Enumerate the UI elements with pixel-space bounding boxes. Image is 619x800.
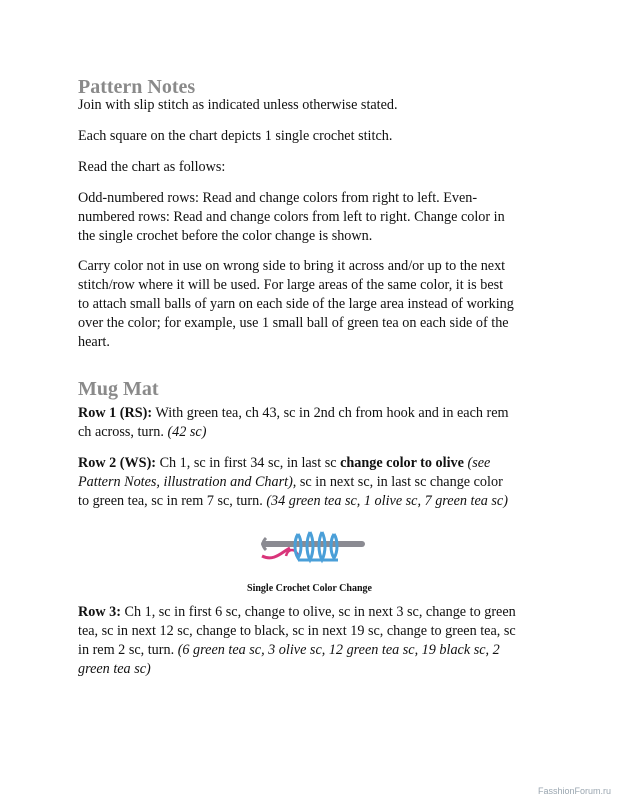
stitch-count: green tea sc): [78, 661, 151, 677]
italic-note: Pattern Notes, illustration and Chart),: [78, 474, 297, 490]
row-label: Row 3:: [78, 604, 121, 620]
illustration-caption: Single Crochet Color Change: [247, 583, 372, 594]
text-span: With green tea, ch 43, sc in 2nd ch from hook and in each rem: [152, 405, 509, 421]
row-label: Row 1 (RS):: [78, 405, 153, 421]
row-3-instructions: [78, 603, 516, 679]
text-line: tea, sc in next 12 sc, change to black, sc in next 19 sc, change to green tea, sc: [78, 623, 516, 639]
note-paragraph-3: Read the chart as follows:: [78, 159, 226, 175]
text-line: stitch/row where it will be used. For large areas of the same color, it is best: [78, 277, 504, 293]
note-paragraph-2: Each square on the chart depicts 1 single crochet stitch.: [78, 128, 393, 144]
italic-note: (see: [463, 455, 491, 471]
text-line: Odd-numbered rows: Read and change colors from right to left. Even-: [78, 190, 478, 206]
text-line: heart.: [78, 334, 110, 350]
note-paragraph-5: [78, 257, 514, 352]
text-span: to green tea, sc in rem 7 sc, turn.: [78, 493, 267, 509]
row-label: Row 2 (WS):: [78, 455, 157, 471]
text-span: Ch 1, sc in first 6 sc, change to olive, sc in next 3 sc, change to green: [120, 604, 516, 620]
text-span: in rem 2 sc, turn.: [78, 642, 178, 658]
stitch-count: (34 green tea sc, 1 olive sc, 7 green tea sc): [266, 493, 508, 509]
watermark: FasshionForum.ru: [537, 786, 611, 796]
text-line: Carry color not in use on wrong side to bring it across and/or up to the next: [78, 258, 506, 274]
text-span: ch across, turn.: [78, 424, 168, 440]
text-line: to attach small balls of yarn on each side of the large area instead of working: [78, 296, 514, 312]
note-paragraph-1: Join with slip stitch as indicated unless otherwise stated.: [78, 97, 398, 113]
text-span: sc in next sc, in last sc change color: [296, 474, 503, 490]
stitch-count: (6 green tea sc, 3 olive sc, 12 green tea sc, 19 black sc, 2: [177, 642, 500, 658]
row-1-instructions: [78, 404, 509, 442]
row-2-instructions: [78, 454, 508, 511]
text-line: the single crochet before the color change is shown.: [78, 228, 373, 244]
stitch-count: (42 sc): [167, 424, 207, 440]
note-paragraph-4: [78, 189, 505, 246]
text-span: Ch 1, sc in first 34 sc, in last sc: [156, 455, 341, 471]
pattern-notes-heading: Pattern Notes: [78, 76, 196, 98]
text-line: numbered rows: Read and change colors from left to right. Change color in: [78, 209, 505, 225]
text-line: over the color; for example, use 1 small ball of green tea on each side of the: [78, 315, 509, 331]
crochet-color-change-illustration: [258, 522, 368, 566]
bold-instruction: change color to olive: [340, 455, 464, 471]
mug-mat-heading: Mug Mat: [78, 378, 159, 400]
